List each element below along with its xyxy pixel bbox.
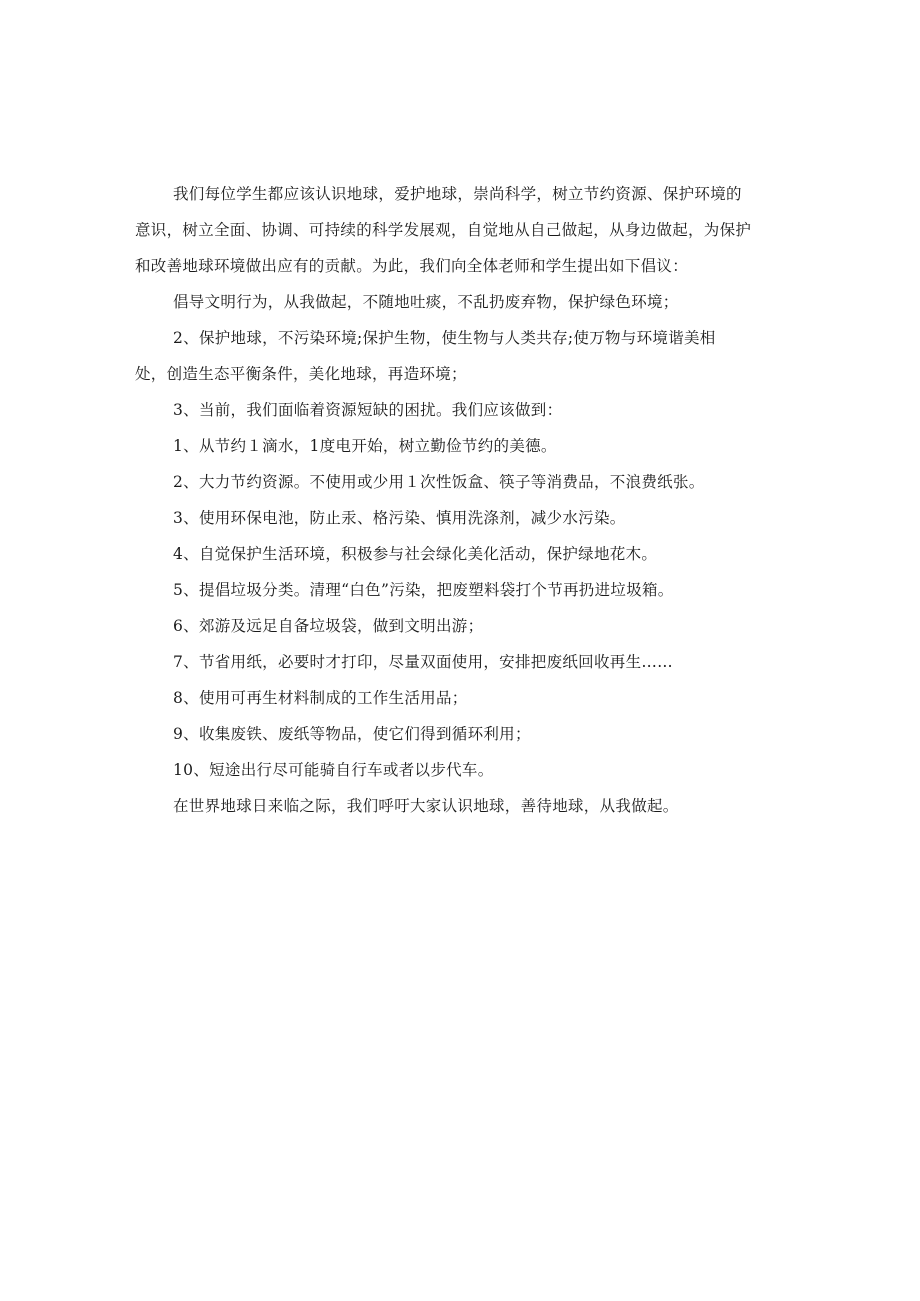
point-3: 3、当前，我们面临着资源短缺的困扰。我们应该做到： <box>173 401 563 419</box>
point-2-line-1: 2、保护地球，不污染环境;保护生物，使生物与人类共存;使万物与环境谐美相 <box>173 329 716 347</box>
sub-item-3: 3、使用环保电池，防止汞、格污染、慎用洗涤剂，减少水污染。 <box>173 509 626 527</box>
sub-item-8: 8、使用可再生材料制成的工作生活用品； <box>173 689 468 707</box>
document-body <box>132 176 796 824</box>
intro-line-1: 我们每位学生都应该认识地球，爱护地球，崇尚科学，树立节约资源、保护环境的 <box>173 185 742 203</box>
sub-item-10: 10、短途出行尽可能骑自行车或者以步代车。 <box>173 761 494 779</box>
point-1: 倡导文明行为，从我做起，不随地吐痰，不乱扔废弃物，保护绿色环境； <box>173 293 679 311</box>
intro-line-2: 意识，树立全面、协调、可持续的科学发展观，自觉地从自己做起，从身边做起，为保护 <box>135 221 752 239</box>
sub-item-4: 4、自觉保护生活环境，积极参与社会绿化美化活动，保护绿地花木。 <box>173 545 658 563</box>
closing-paragraph: 在世界地球日来临之际，我们呼吁大家认识地球，善待地球，从我做起。 <box>173 797 679 815</box>
sub-item-7: 7、节省用纸，必要时才打印，尽量双面使用，安排把废纸回收再生…… <box>173 653 673 671</box>
sub-item-6: 6、郊游及远足自备垃圾袋，做到文明出游； <box>173 617 484 635</box>
point-2-line-2: 处，创造生态平衡条件，美化地球，再造环境； <box>135 365 467 383</box>
sub-item-2: 2、大力节约资源。不使用或少用１次性饭盒、筷子等消费品，不浪费纸张。 <box>173 473 705 491</box>
sub-item-9: 9、收集废铁、废纸等物品，使它们得到循环利用； <box>173 725 531 743</box>
sub-item-1: 1、从节约１滴水，1度电开始，树立勤俭节约的美德。 <box>173 437 557 455</box>
intro-line-3: 和改善地球环境做出应有的贡献。为此，我们向全体老师和学生提出如下倡议： <box>135 257 689 275</box>
sub-item-5: 5、提倡垃圾分类。清理“白色”污染，把废塑料袋打个节再扔进垃圾箱。 <box>173 581 674 599</box>
